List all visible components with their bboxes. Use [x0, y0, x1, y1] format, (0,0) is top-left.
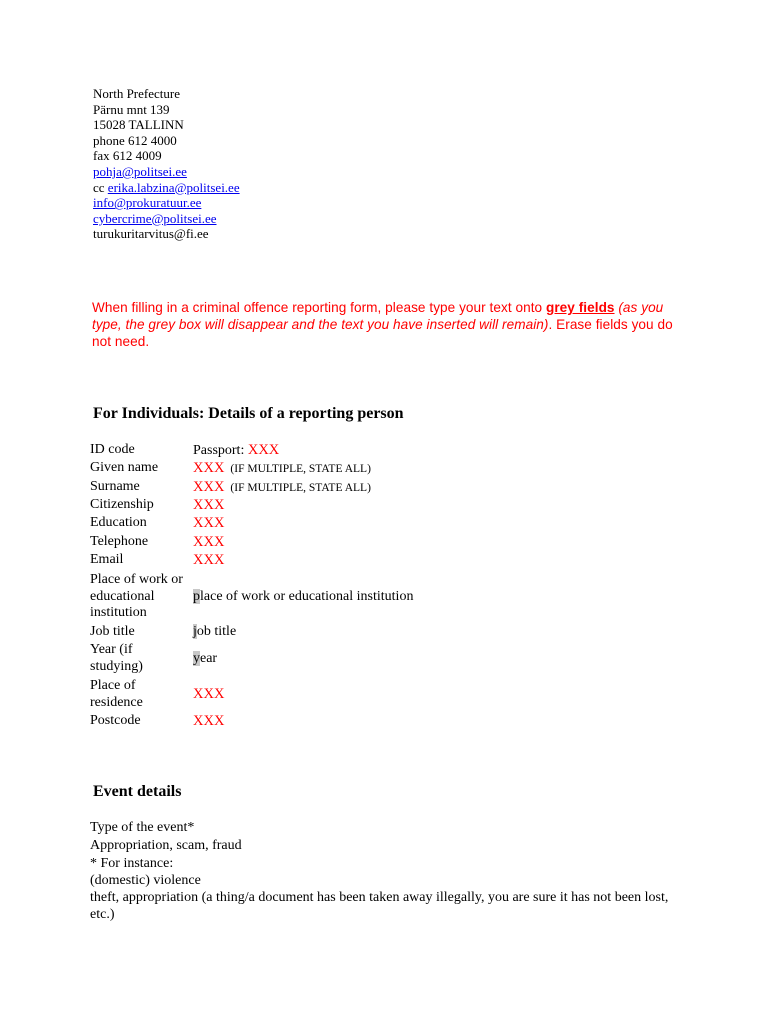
- label-postcode: Postcode: [90, 713, 141, 728]
- event-type-label: Type of the event*: [90, 820, 195, 835]
- address-block: [93, 86, 240, 242]
- work-text: lace of work or educational institution: [200, 589, 414, 604]
- event-example-violence: (domestic) violence: [90, 873, 201, 888]
- label-job-title: Job title: [90, 624, 135, 639]
- education-placeholder[interactable]: XXX: [193, 515, 225, 531]
- value-place-of-work[interactable]: [193, 589, 413, 606]
- telephone-placeholder[interactable]: XXX: [193, 534, 225, 550]
- surname-placeholder[interactable]: XXX: [193, 479, 225, 495]
- given-name-placeholder[interactable]: XXX: [193, 460, 225, 476]
- value-id-code[interactable]: [193, 442, 279, 460]
- label-residence: Place of residence: [90, 678, 143, 710]
- email-link-cybercrime[interactable]: cybercrime@politsei.ee: [93, 210, 217, 226]
- residence-placeholder[interactable]: XXX: [193, 686, 225, 702]
- label-citizenship: Citizenship: [90, 497, 154, 512]
- citizenship-placeholder[interactable]: XXX: [193, 497, 225, 513]
- work-grey-field[interactable]: p: [193, 589, 200, 604]
- label-education: Education: [90, 515, 147, 530]
- job-text: ob title: [196, 624, 237, 639]
- postcode-placeholder[interactable]: XXX: [193, 713, 225, 729]
- event-instance-note: * For instance:: [90, 856, 174, 871]
- year-text: ear: [200, 651, 218, 666]
- email-link-prokuratuur[interactable]: info@prokuratuur.ee: [93, 195, 202, 211]
- value-given-name[interactable]: [193, 460, 371, 478]
- street-address: Pärnu mnt 139: [93, 101, 170, 117]
- notice-text-3: . Erase fields you do not need.: [92, 317, 673, 349]
- grey-fields-label: grey fields: [545, 300, 615, 315]
- value-surname[interactable]: [193, 479, 371, 497]
- instruction-notice: [92, 299, 682, 350]
- given-name-note: (IF MULTIPLE, STATE ALL): [230, 463, 371, 475]
- office-name: North Prefecture: [93, 86, 180, 101]
- cc-prefix: cc: [93, 179, 108, 195]
- label-given-name: Given name: [90, 460, 159, 475]
- id-code-placeholder[interactable]: XXX: [247, 442, 280, 458]
- label-year: Year (if studying): [90, 642, 143, 674]
- label-telephone: Telephone: [90, 534, 149, 549]
- label-email: Email: [90, 552, 124, 567]
- city-line: 15028 TALLINN: [93, 117, 184, 133]
- job-grey-field[interactable]: j: [193, 624, 197, 639]
- value-job-title[interactable]: [193, 624, 236, 641]
- email-link-cc[interactable]: erika.labzina@politsei.ee: [107, 179, 240, 195]
- notice-text-1: When filling in a criminal offence reporting form, please type your text onto: [92, 300, 546, 315]
- fax-line: fax 612 4009: [93, 148, 162, 164]
- year-grey-field[interactable]: y: [193, 651, 200, 666]
- value-year[interactable]: [193, 651, 217, 668]
- event-example-theft: theft, appropriation (a thing/a document has been taken away illegally, you are sure it has not been lost, etc.): [90, 890, 669, 922]
- email-link-pohja[interactable]: pohja@politsei.ee: [93, 163, 187, 179]
- email-placeholder[interactable]: XXX: [193, 552, 225, 568]
- notice-text-2: (as you type, the grey box will disappear and the text you have inserted will remain): [92, 300, 664, 332]
- label-place-of-work: Place of work or educational institution: [90, 572, 183, 620]
- label-surname: Surname: [90, 479, 140, 494]
- event-type-value[interactable]: Appropriation, scam, fraud: [90, 838, 242, 853]
- label-id-code: ID code: [90, 442, 135, 457]
- event-heading: Event details: [93, 783, 182, 800]
- passport-prefix: Passport:: [193, 443, 248, 458]
- email-fi: turukuritarvitus@fi.ee: [93, 226, 209, 242]
- individuals-heading: For Individuals: Details of a reporting person: [93, 405, 404, 422]
- surname-note: (IF MULTIPLE, STATE ALL): [230, 482, 371, 494]
- phone-line: phone 612 4000: [93, 132, 177, 148]
